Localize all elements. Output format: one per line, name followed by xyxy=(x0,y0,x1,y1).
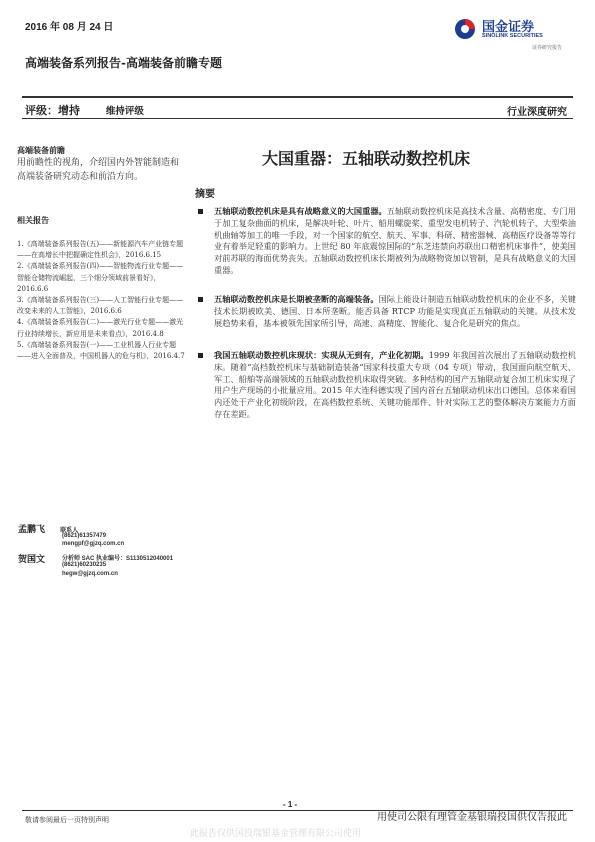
series-title: 高端装备系列报告-高端装备前瞻专题 xyxy=(25,56,222,70)
list-item: 2.《高端装备系列报告(四)——智能物流行业专题——智能仓储物流崛起，三个细分领域前景看好》，2016.6.6 xyxy=(17,262,184,293)
footer-usage-note: 用使司公限有理管金基银瑞投国供仅告报此 xyxy=(377,812,567,823)
list-item: 4.《高端装备系列报告(二)——激光行业专题——激光行业持续增长，新应用是未来看点》，2016.4.8 xyxy=(17,318,184,338)
bullet-lead: 我国五轴联动数控机床现状：实现从无到有，产业化初期。 xyxy=(214,350,429,360)
list-item: 1.《高端装备系列报告(五)——新能源汽车产业链专题——在高增长中把握确定性机会》，2016.6.15 xyxy=(17,240,184,260)
bullet-lead: 五轴联动数控机床是具有战略意义的大国重器。 xyxy=(214,206,387,216)
analyst-email: mengpf@gjzq.com.cn xyxy=(62,541,125,547)
sinolink-logo-icon xyxy=(454,18,476,40)
bullet-lead: 五轴联动数控机床是长期被垄断的高端装备。 xyxy=(214,294,379,304)
related-heading: 相关报告 xyxy=(17,215,49,225)
bullet-square-icon xyxy=(198,209,203,214)
rating xyxy=(25,102,144,118)
rating-sub: 维持评级 xyxy=(105,106,144,117)
rating-rule xyxy=(22,118,573,119)
abstract-bullet xyxy=(198,294,576,329)
bullet-text: 国际上能设计制造五轴联动数控机床的企业不多，关键技术长期被欧美、德国、日本所垄断。能否具备 RTCP 功能是实现真正五轴联动的关键。从技术发展趋势来看，基本被领先国家所引导，高速、高精度、智能化、复合化是研究的焦点。 xyxy=(214,294,576,328)
related-reports-list xyxy=(17,239,190,362)
focus-heading: 高端装备前瞻 xyxy=(17,145,65,155)
abstract-heading: 摘要 xyxy=(195,189,215,200)
abstract-bullet xyxy=(198,206,576,277)
bullet-square-icon xyxy=(198,353,203,358)
analyst-email: hegw@gjzq.com.cn xyxy=(62,571,118,577)
analyst-name: 孟鹏飞 联系人 xyxy=(18,525,79,535)
rating-value: 增持 xyxy=(58,104,80,117)
company-logo xyxy=(448,16,568,56)
bullet-square-icon xyxy=(198,297,203,302)
watermark: 此报告仅供国投瑞银基金管理有限公司使用 xyxy=(190,828,362,838)
header-rule xyxy=(22,96,573,98)
list-item: 3.《高端装备系列报告(三)——人工智能行业专题——改变未来的人工智能》，2016.6.6 xyxy=(17,296,184,316)
report-title: 大国重器：五轴联动数控机床 xyxy=(262,149,471,168)
analyst-name: 贺国文 xyxy=(18,555,46,565)
abstract-bullet xyxy=(198,350,576,421)
report-date: 2016 年 08 月 24 日 xyxy=(25,22,114,33)
list-item: 5.《高端装备系列报告(一)——工业机器人行业专题——进入全面普及，中国机器人的危与机》，2016.4.7 xyxy=(17,340,185,361)
bullet-text: 五轴联动数控机床是高技术含量、高精密度、专门用于加工复杂曲面的机床，是解决叶轮、叶片、船用螺旋桨、重型发电机转子、汽轮机转子、大型柴油机曲轴等加工的唯一手段，对一个国家的航空、航天、军事、科研、精密器械、高精医疗设备等等行业有着举足轻重的影响力。上世纪 80 年底震惊国际的“东芝违禁向苏联出口精密机床事件”，使美国对前苏联的海面优势丧失。五轴联动数控机床长期被列为战略物资加以管制，是具有战略意义的大国重器。 xyxy=(214,206,576,275)
page-number: - 1 - xyxy=(283,800,298,809)
logo-sub-text: 证券研究报告 xyxy=(532,45,563,51)
logo-en-text: SINOLINK SECURITIES xyxy=(482,33,543,39)
report-type: 行业深度研究 xyxy=(507,107,567,118)
logo-cn-text: 国金证券 xyxy=(482,19,535,34)
analyst-phone: (8621)60230235 xyxy=(62,562,107,568)
analyst-role: 联系人 xyxy=(60,527,79,534)
rating-label: 评级： xyxy=(25,104,58,117)
analyst-phone: (8621)61357479 xyxy=(62,533,107,539)
bullet-text: 1999 年我国首次展出了五轴联动数控机床。随着“高档数控机床与基础制造装备”国家科技重大专项（04 专项）带动，我国面向航空航天、军工、船舶等高端领域的五轴联动数控机床取得突破。多种结构的国产五轴联动复合加工机床实现了用户生产现场的小批量应用。2015 年大连科德实现了国内首台五轴联动机床出口德国。总体来看国内还处于产业化初级阶段，在高档数控系统、关键功能部件、针对实际工艺的整体解决方案能力方面存在差距。 xyxy=(214,350,576,419)
focus-text: 用前瞻性的视角，介绍国内外智能制造和高端装备研究动态和前沿方向。 xyxy=(17,158,180,182)
footer-disclaimer: 敬请参阅最后一页特别声明 xyxy=(25,816,109,824)
analyst-sac-id: 分析师 SAC 执业编号：S1130512040001 xyxy=(62,556,174,562)
